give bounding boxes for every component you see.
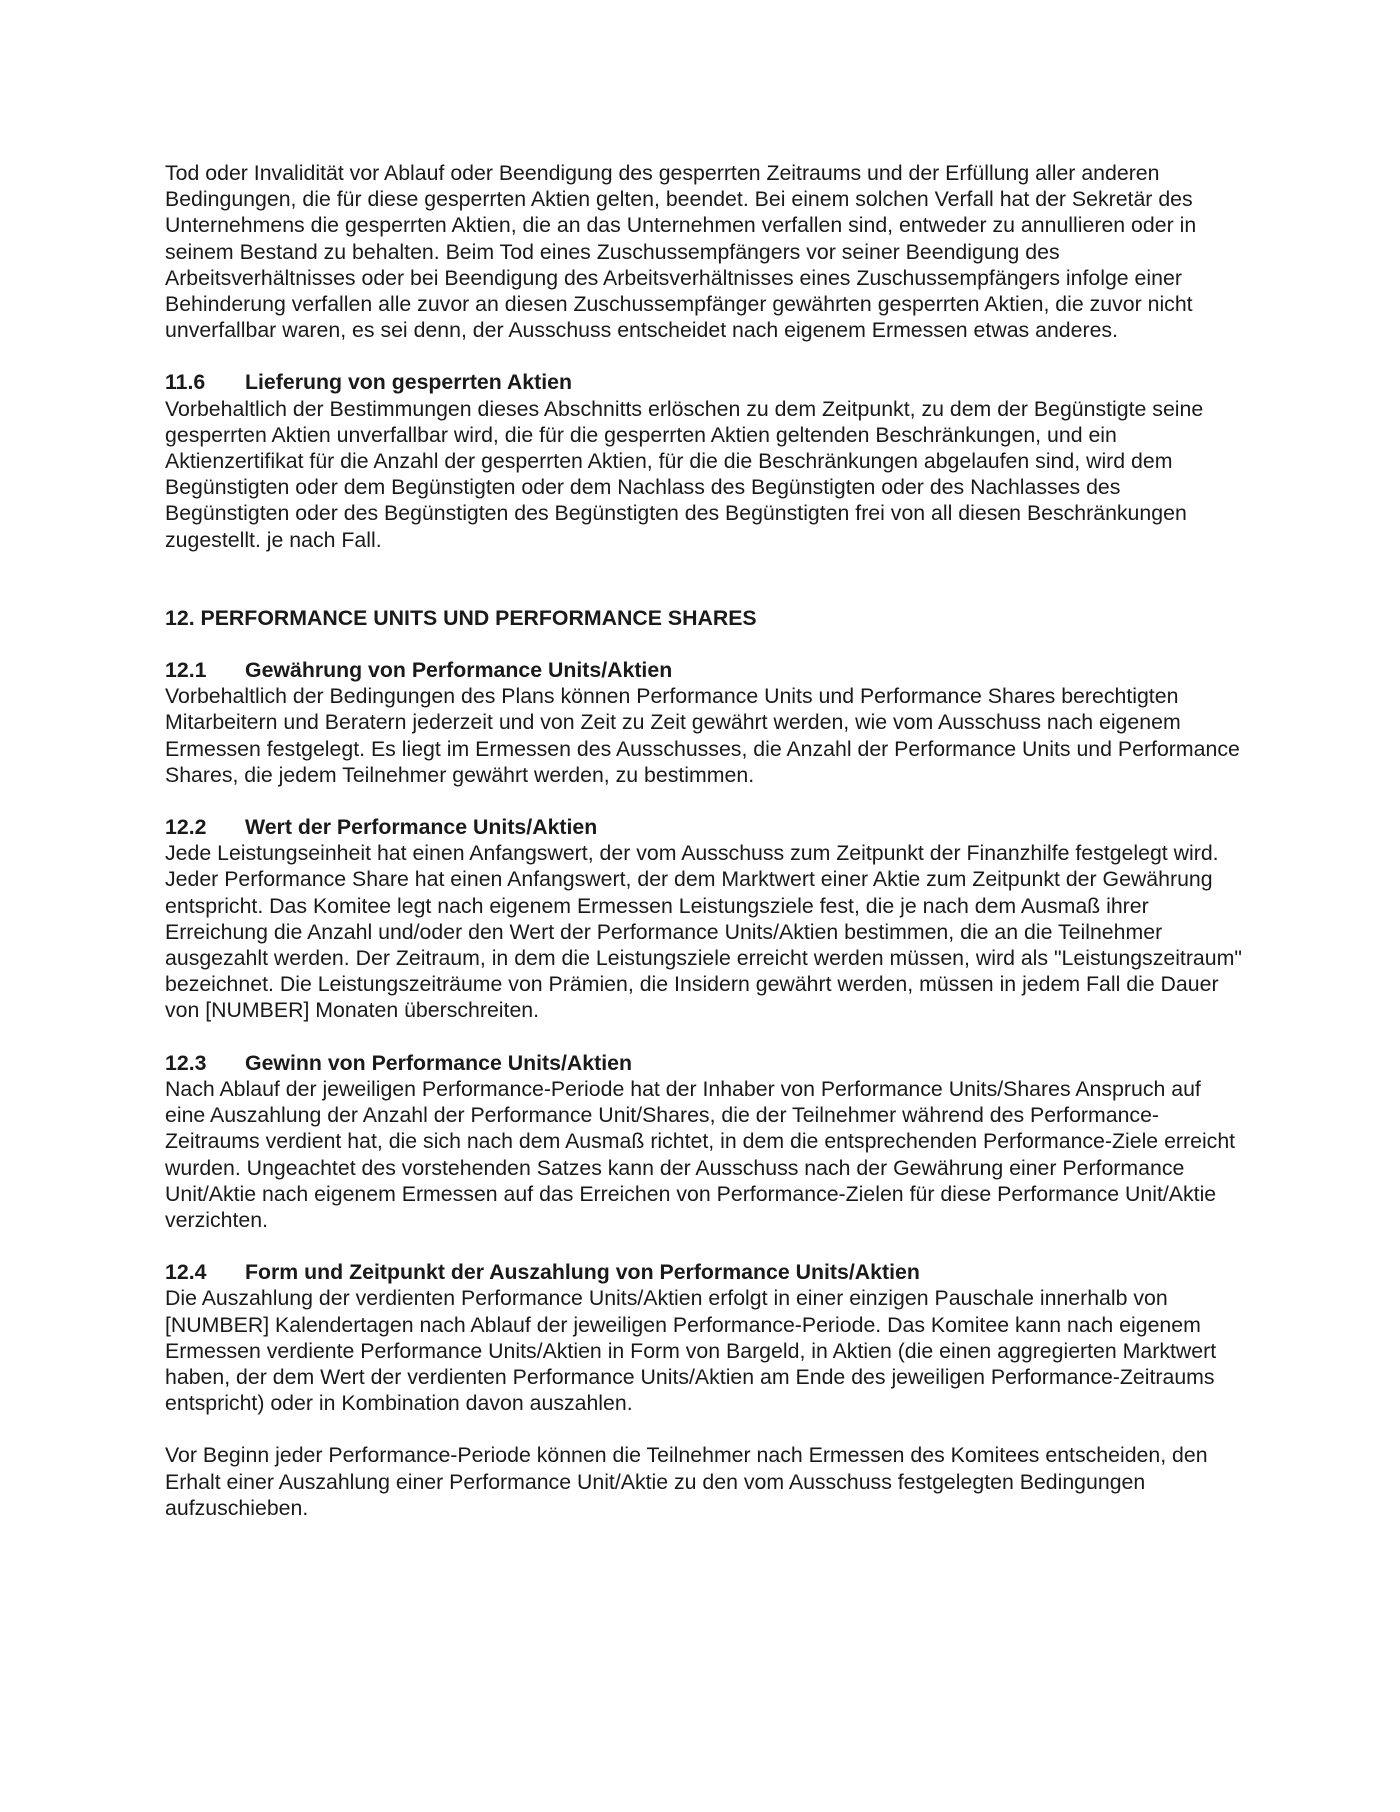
- section-body: Die Auszahlung der verdienten Performance Units/Aktien erfolgt in einer einzigen Pauschale innerhalb von [NUMBER] Kalendertagen nach Ablauf der jeweiligen Performance-Periode. Das Komitee kann nach eigenem Ermessen verdiente Performance Units/Aktien in Form von Bargeld, in Aktien (die einen aggregierten Marktwert haben, der dem Wert der verdienten Performance Units/Aktien am Ende des jeweiligen Performance-Zeitraums entspricht) oder in Kombination davon auszahlen.: [165, 1286, 1217, 1416]
- section-11-6: [165, 369, 1245, 552]
- section-title: Gewinn von Performance Units/Aktien: [245, 1050, 632, 1075]
- section-number: 12.1: [165, 658, 207, 683]
- chapter-12-title: 12. PERFORMANCE UNITS UND PERFORMANCE SHARES: [165, 605, 757, 630]
- section-12-4: [165, 1259, 1245, 1521]
- section-title: Gewährung von Performance Units/Aktien: [245, 658, 673, 683]
- section-body-paragraph-2: Vor Beginn jeder Performance-Periode können die Teilnehmer nach Ermessen des Komitees entscheiden, den Erhalt einer Auszahlung einer Performance Unit/Aktie zu den vom Ausschuss festgelegten Bedingungen aufzuschieben.: [165, 1443, 1208, 1520]
- section-number: 12.2: [165, 815, 207, 840]
- section-heading: [165, 814, 1245, 840]
- section-title: Form und Zeitpunkt der Auszahlung von Performance Units/Aktien: [245, 1260, 920, 1285]
- section-heading: [165, 657, 1245, 683]
- section-12-2: [165, 814, 1245, 1024]
- section-heading: [165, 369, 1245, 395]
- section-number: 12.3: [165, 1050, 207, 1075]
- intro-paragraph: Tod oder Invalidität vor Ablauf oder Beendigung des gesperrten Zeitraums und der Erfüllung aller anderen Bedingungen, die für diese gesperrten Aktien gelten, beendet. Bei einem solchen Verfall hat der Sekretär des Unternehmens die gesperrten Aktien, die an das Unternehmen verfallen sind, entweder zu annullieren oder in seinem Bestand zu behalten. Beim Tod eines Zuschussempfängers vor seiner Beendigung des Arbeitsverhältnisses oder bei Beendigung des Arbeitsverhältnisses eines Zuschussempfängers infolge einer Behinderung verfallen alle zuvor an diesen Zuschussempfänger gewährten gesperrten Aktien, die zuvor nicht unverfallbar waren, es sei denn, der Ausschuss entscheidet nach eigenem Ermessen etwas anderes.: [165, 161, 1197, 343]
- section-12-1: [165, 657, 1245, 788]
- section-body: Nach Ablauf der jeweiligen Performance-Periode hat der Inhaber von Performance Units/Shares Anspruch auf eine Auszahlung der Anzahl der Performance Unit/Shares, die der Teilnehmer während des Performance-Zeitraums verdient hat, die sich nach dem Ausmaß richtet, in dem die entsprechenden Performance-Ziele erreicht wurden. Ungeachtet des vorstehenden Satzes kann der Ausschuss nach der Gewährung einer Performance Unit/Aktie nach eigenem Ermessen auf das Erreichen von Performance-Zielen für diese Performance Unit/Aktie verzichten.: [165, 1076, 1236, 1232]
- section-heading: [165, 1259, 1245, 1285]
- document-page: [165, 160, 1245, 1521]
- section-number: 12.4: [165, 1260, 207, 1285]
- section-title: Wert der Performance Units/Aktien: [245, 815, 598, 840]
- section-body: Vorbehaltlich der Bestimmungen dieses Abschnitts erlöschen zu dem Zeitpunkt, zu dem der Begünstigte seine gesperrten Aktien unverfallbar wird, die für die gesperrten Aktien geltenden Beschränkungen, und ein Aktienzertifikat für die Anzahl der gesperrten Aktien, für die die Beschränkungen abgelaufen sind, wird dem Begünstigten oder dem Begünstigten oder dem Nachlass des Begünstigten oder des Nachlasses des Begünstigten oder des Begünstigten des Begünstigten des Begünstigten frei von all diesen Beschränkungen zugestellt. je nach Fall.: [165, 396, 1204, 552]
- section-number: 11.6: [165, 370, 206, 395]
- section-12-3: [165, 1050, 1245, 1233]
- section-heading: [165, 1050, 1245, 1076]
- section-body: Vorbehaltlich der Bedingungen des Plans können Performance Units und Performance Shares berechtigten Mitarbeitern und Beratern jederzeit und von Zeit zu Zeit gewährt werden, wie vom Ausschuss nach eigenem Ermessen festgelegt. Es liegt im Ermessen des Ausschusses, die Anzahl der Performance Units und Performance Shares, die jedem Teilnehmer gewährt werden, zu bestimmen.: [165, 684, 1240, 787]
- section-body: Jede Leistungseinheit hat einen Anfangswert, der vom Ausschuss zum Zeitpunkt der Finanzhilfe festgelegt wird. Jeder Performance Share hat einen Anfangswert, der dem Marktwert einer Aktie zum Zeitpunkt der Gewährung entspricht. Das Komitee legt nach eigenem Ermessen Leistungsziele fest, die je nach dem Ausmaß ihrer Erreichung die Anzahl und/oder den Wert der Performance Units/Aktien bestimmen, die an die Teilnehmer ausgezahlt werden. Der Zeitraum, in dem die Leistungsziele erreicht werden müssen, wird als "Leistungszeitraum" bezeichnet. Die Leistungszeiträume von Prämien, die Insidern gewährt werden, müssen in jedem Fall die Dauer von [NUMBER] Monaten überschreiten.: [165, 841, 1242, 1023]
- section-title: Lieferung von gesperrten Aktien: [245, 370, 573, 395]
